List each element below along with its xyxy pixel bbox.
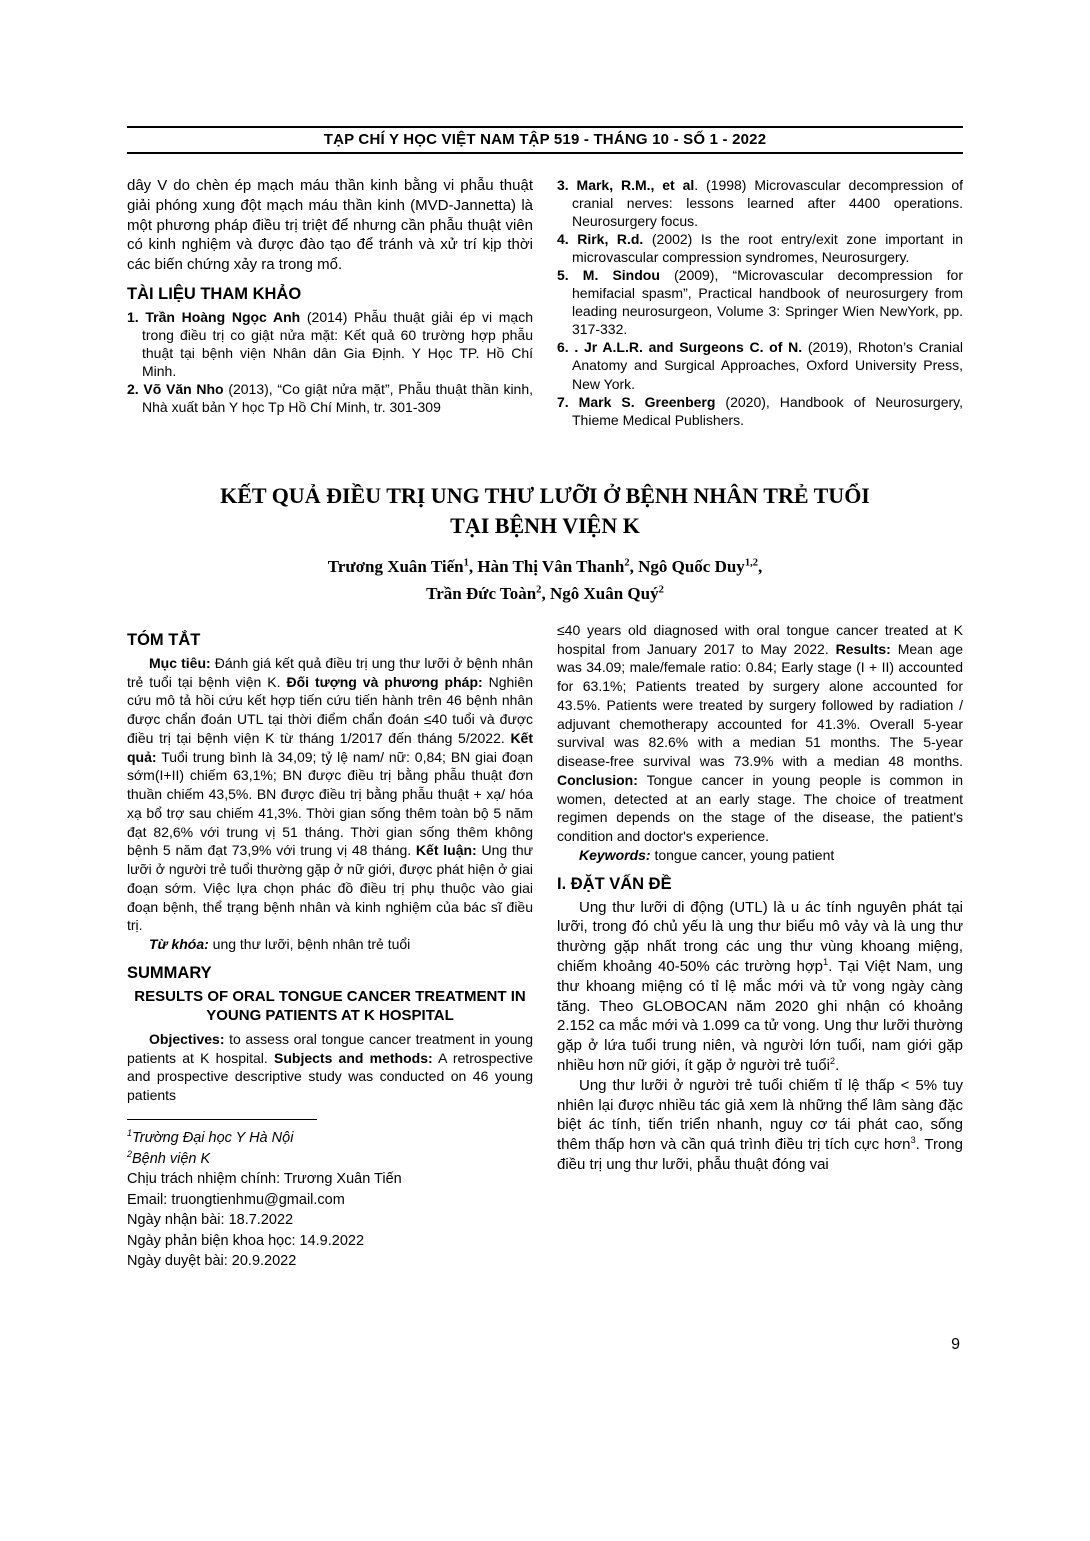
keywords-line: Keywords: tongue cancer, young patient: [579, 846, 835, 863]
reference-item-6: 6. . Jr A.L.R. and Surgeons C. of N. (2019), Rhoton’s Cranial Anatomy and Surgical Approaches, Oxford University Press, New York.: [557, 339, 963, 392]
reference-item-3: 3. Mark, R.M., et al. (1998) Microvascular decompression of cranial nerves: lessons learned after 4400 operations. Neurosurgery focus.: [557, 177, 963, 230]
article-title: [127, 481, 963, 543]
reference-item-5: 5. M. Sindou (2009), “Microvascular decompression for hemifacial spasm”, Practical handbook of neurosurgery from leading neurosurgeon, Volume 3: Springer Wien NewYork, pp. 317-332.: [557, 267, 963, 338]
intro-paragraph-1: Ung thư lưỡi di động (UTL) là u ác tính nguyên phát tại lưỡi, trong đó chủ yếu là ung thư biểu mô vảy và là ung thư thường gặp nhất trong các ung thư vùng khoang miệng, chiếm khoảng 40-50% các trường hợp$^1$. Tại Việt Nam, ung thư khoang miệng có tỉ lệ mắc mới và tử vong ngày càng tăng. Theo GLOBOCAN năm 2020 ghi nhận có khoảng 2.152 ca mắc mới và 1.099 ca tử vong. Ung thư lưỡi thường gặp ở lứa tuổi trung niên, và người lớn tuổi, nam giới gặp nhiều hơn nữ giới, ít gặp ở người trẻ tuổi$^2$.: [557, 898, 963, 1075]
closing-paragraph: dây V do chèn ép mạch máu thần kinh bằng vi phẫu thuật giải phóng xung đột mạch máu thần kinh (MVD-Jannetta) là một phương pháp điều trị triệt để nhưng cần phẫu thuật viên có kinh nghiệm và được đào tạo để tránh và xử trí kịp thời các biến chứng xảy ra trong mổ.: [127, 177, 533, 274]
journal-header: [127, 126, 963, 154]
tu-khoa-line: Từ khóa: ung thư lưỡi, bệnh nhân trẻ tuổi: [149, 936, 411, 953]
tom-tat-heading: TÓM TẮT: [127, 630, 201, 649]
english-abstract-continuation: ≤40 years old diagnosed with oral tongue cancer treated at K hospital from January 2017 to May 2022. Results: Mean age was 34.09; male/female ratio: 0.84; Early stage (I + II) accounted for 63.1%; Patients treated by surgery alone accounted for 43.5%. Patients were treated by surgery followed by radiation / adjuvant chemotherapy accounted for 41.3%. Overall 5-year survival was 82.6% with a median 51 months. The 5-year disease-free survival was 73.9% with a median 48 months. Conclusion: Tongue cancer in young people is common in women, detected at an early stage. The choice of treatment regimen depends on the stage of the disease, the patient's condition and doctor's experience.: [557, 621, 963, 845]
reference-item-1: 1. Trần Hoàng Ngọc Anh (2014) Phẫu thuật giải ép vi mạch trong điều trị co giật nửa mặt: Kết quả 60 trường hợp phẫu thuật tại bệnh viện Nhân dân Gia Định. Y Học TP. Hồ Chí Minh.: [127, 308, 533, 380]
footnote-accepted-date: Ngày duyệt bài: 20.9.2022: [127, 1253, 297, 1270]
summary-body: Objectives: to assess oral tongue cancer treatment in young patients at K hospital. Subjects and methods: A retrospective and prospective descriptive study was conducted on 46 young patients: [127, 1030, 533, 1104]
page-number: 9: [951, 1336, 960, 1353]
authors-line-1: Trương Xuân Tiến$^1$, Hàn Thị Vân Thanh$^2$, Ngô Quốc Duy$^{1,2}$,: [327, 557, 763, 577]
footnote-affiliation-2: $^2$Bệnh viện K: [127, 1148, 211, 1167]
footnote-affiliation-1: $^1$Trường Đại học Y Hà Nội: [127, 1128, 294, 1146]
footnote-email: Email: truongtienhmu@gmail.com: [127, 1191, 345, 1208]
authors-line-2: Trần Đức Toàn$^2$, Ngô Xuân Quý$^2$: [426, 583, 664, 603]
reference-item-7: 7. Mark S. Greenberg (2020), Handbook of Neurosurgery, Thieme Medical Publishers.: [557, 393, 963, 428]
footnote-rule: [127, 1119, 317, 1120]
introduction-heading: I. ĐẶT VẤN ĐỀ: [557, 874, 672, 893]
summary-heading: SUMMARY: [127, 963, 212, 982]
footnote-review-date: Ngày phản biện khoa học: 14.9.2022: [127, 1232, 365, 1249]
footnote-block: [127, 1119, 533, 1272]
article-left-column: [127, 621, 533, 1272]
header-bottom-rule: [127, 152, 963, 154]
intro-paragraph-2: Ung thư lưỡi ở người trẻ tuổi chiếm tỉ lệ thấp < 5% tuy nhiên lại được nhiều tác giả xem là những thể lâm sàng đặc biệt ác tính, tiến triển nhanh, nguy cơ tái phát cao, sống thêm thấp hơn và cần quá trình điều trị tích cực hơn$^3$. Trong điều trị ung thư lưỡi, phẫu thuật đóng vai: [557, 1076, 963, 1174]
article-body: [127, 621, 963, 1272]
references-heading: TÀI LIỆU THAM KHẢO: [127, 284, 302, 303]
article-title-line-1: KẾT QUẢ ĐIỀU TRỊ UNG THƯ LƯỠI Ở BỆNH NHÂN TRẺ TUỔI: [220, 482, 870, 508]
previous-article-left-column: [127, 176, 533, 429]
footnote-received-date: Ngày nhận bài: 18.7.2022: [127, 1212, 294, 1229]
previous-article-right-column: [557, 176, 963, 429]
journal-title: TẠP CHÍ Y HỌC VIỆT NAM TẬP 519 - THÁNG 10 - SỐ 1 - 2022: [323, 131, 767, 148]
tom-tat-body: Mục tiêu: Đánh giá kết quả điều trị ung thư lưỡi ở bệnh nhân trẻ tuổi tại bệnh viện K. Đối tượng và phương pháp: Nghiên cứu mô tả hồi cứu kết hợp tiến cứu tiến hành trên 46 bệnh nhân được chẩn đoán UTL tại thời điểm chẩn đoán ≤40 tuổi và được điều trị tại bệnh viện K từ tháng 1/2017 đến tháng 5/2022. Kết quả: Tuổi trung bình là 34,09; tỷ lệ nam/ nữ: 0,84; BN giai đoạn sớm(I+II) chiếm 63,1%; BN được điều trị bằng phẫu thuật đơn thuần chiếm 43,5%. BN được điều trị bằng phẫu thuật + xạ/ hóa xạ bổ trợ sau chiếm 41,3%. Thời gian sống thêm toàn bộ 5 năm đạt 82,6% với trung vị 51 tháng. Thời gian sống thêm không bệnh 5 năm đạt 73,9% với trung vị 48 tháng. Kết luận: Ung thư lưỡi ở người trẻ tuổi thường gặp ở nữ giới, được phát hiện ở giai đoạn sớm. Việc lựa chọn phác đồ điều trị phụ thuộc vào giai đoạn bệnh, thể trạng bệnh nhân và kinh nghiệm của bác sĩ điều trị.: [127, 654, 533, 934]
reference-item-4: 4. Rirk, R.d. (2002) Is the root entry/exit zone important in microvascular compression syndromes, Neurosurgery.: [557, 231, 963, 266]
article-head: [127, 481, 963, 607]
article-authors: [127, 554, 963, 607]
previous-article-section: [127, 176, 963, 429]
article-title-line-2: TẠI BỆNH VIỆN K: [450, 513, 640, 539]
article-right-column: [557, 621, 963, 1272]
reference-item-2: 2. Võ Văn Nho (2013), “Co giật nửa mặt”, Phẫu thuật thần kinh, Nhà xuất bản Y học Tp Hồ Chí Minh, tr. 301-309: [127, 381, 534, 416]
footnote-corresponding-author: Chịu trách nhiệm chính: Trương Xuân Tiến: [127, 1171, 402, 1188]
summary-subtitle: RESULTS OF ORAL TONGUE CANCER TREATMENT IN YOUNG PATIENTS AT K HOSPITAL: [134, 987, 526, 1025]
